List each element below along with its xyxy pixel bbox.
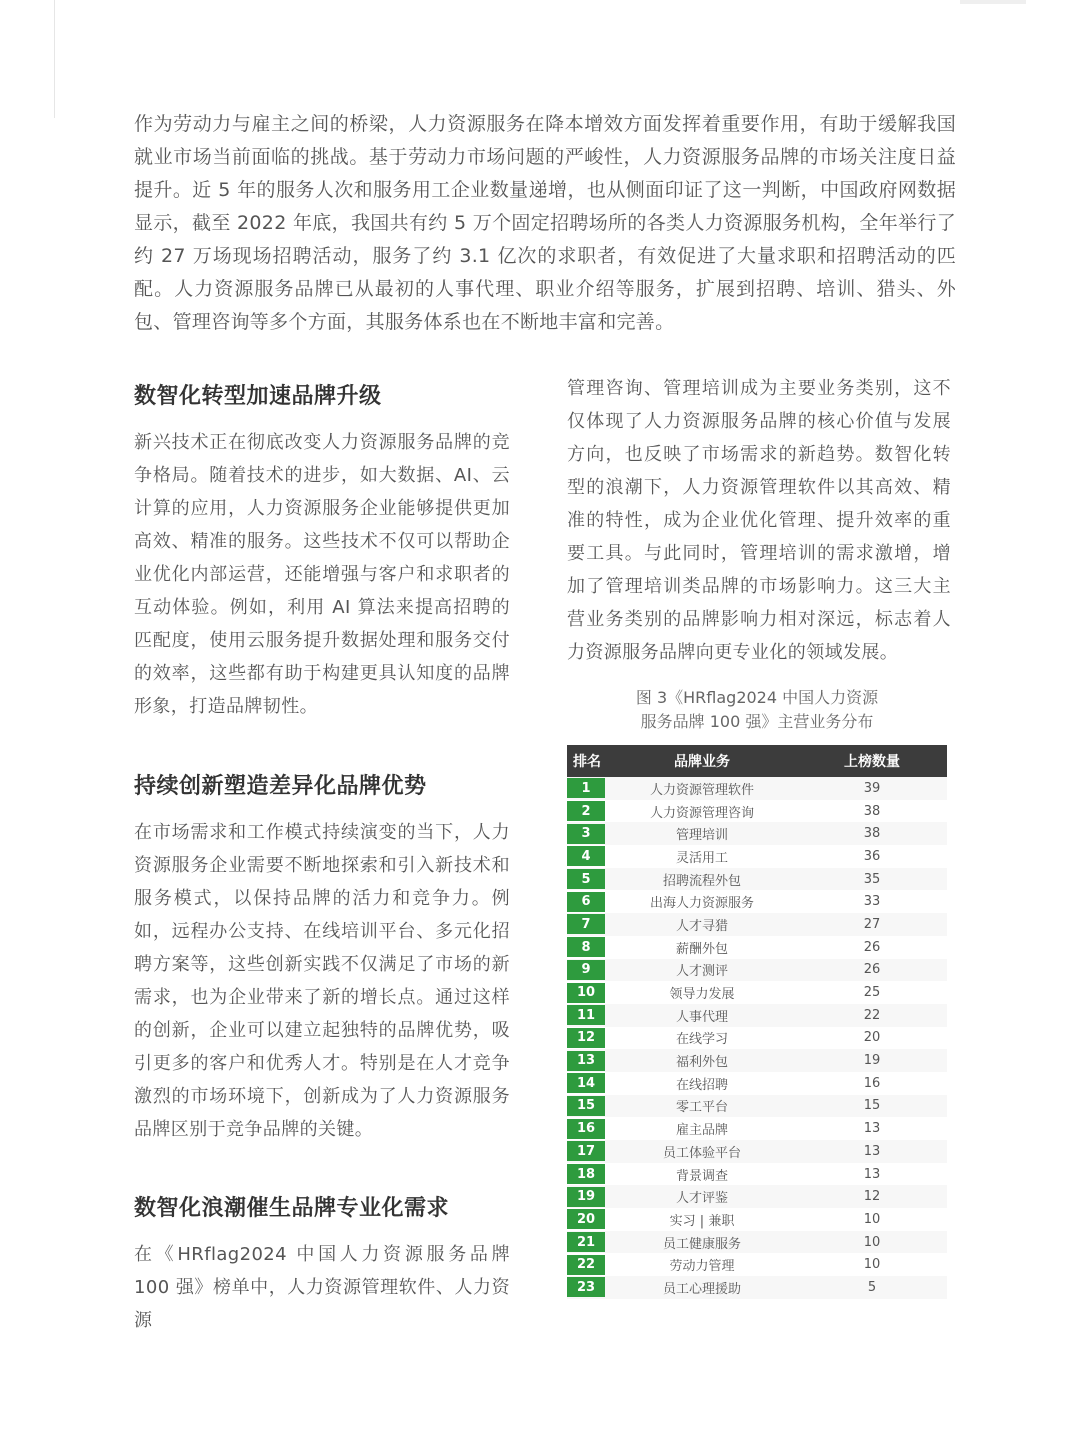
count-cell: 16: [863, 1075, 881, 1091]
business-cell: 背景调查: [675, 1168, 728, 1184]
business-cell: 零工平台: [675, 1100, 728, 1116]
count-cell: 10: [863, 1234, 881, 1250]
section-body: 新兴技术正在彻底改变人力资源服务品牌的竞争格局。随着技术的进步，如大数据、AI、云计算的应用，人力资源服务企业能够提供更加高效、精准的服务。这些技术不仅可以帮助企业优化内部运营，还能增强与客户和求职者的互动体验。例如，利用 AI 算法来提高招聘的匹配度，使用云服务提升数据处理和服务交付的效率，这些都有助于构建更具认知度的品牌形象，打造品牌韧性。: [134, 432, 510, 717]
business-cell: 人才评鉴: [675, 1191, 728, 1207]
business-cell: 管理培训: [675, 828, 728, 844]
business-cell: 雇主品牌: [675, 1123, 728, 1139]
page-edge-line: [54, 0, 55, 118]
right-column: [567, 372, 951, 669]
business-cell: 员工心理援助: [662, 1281, 741, 1297]
business-distribution-table: [567, 745, 947, 1299]
count-cell: 10: [863, 1257, 881, 1273]
rank-badge: 8: [567, 937, 605, 957]
section-heading: 数智化转型加速品牌升级: [134, 384, 382, 409]
table-row: [567, 1185, 947, 1208]
business-cell: 人才寻猎: [675, 918, 728, 934]
table-row: [567, 1208, 947, 1231]
table-row: [567, 822, 947, 845]
rank-badge: 17: [567, 1141, 605, 1161]
count-cell: 39: [863, 780, 881, 796]
table-row: [567, 1027, 947, 1050]
caption-line-2: 服务品牌 100 强》主营业务分布: [640, 712, 874, 731]
section-continuous-innovation: [134, 770, 510, 1146]
count-cell: 38: [863, 803, 881, 819]
section-digital-transformation: [134, 380, 510, 723]
table-row: [567, 1253, 947, 1276]
section-heading: 持续创新塑造差异化品牌优势: [134, 774, 427, 799]
intro-paragraph: 作为劳动力与雇主之间的桥梁，人力资源服务在降本增效方面发挥着重要作用，有助于缓解我国就业市场当前面临的挑战。基于劳动力市场问题的严峻性，人力资源服务品牌的市场关注度日益提升。近 5 年的服务人次和服务用工企业数量递增，也从侧面印证了这一判断，中国政府网数据显示，截至 2022 年底，我国共有约 5 万个固定招聘场所的各类人力资源服务机构，全年举行了约 27 万场现场招聘活动，服务了约 3.1 亿次的求职者，有效促进了大量求职和招聘活动的匹配。人力资源服务品牌已从最初的人事代理、职业介绍等服务，扩展到招聘、培训、猎头、外包、管理咨询等多个方面，其服务体系也在不断地丰富和完善。: [134, 113, 956, 333]
rank-badge: 2: [567, 801, 605, 821]
right-column-text: 管理咨询、管理培训成为主要业务类别，这不仅体现了人力资源服务品牌的核心价值与发展方向，也反映了市场需求的新趋势。数智化转型的浪潮下，人力资源管理软件以其高效、精准的特性，成为企业优化管理、提升效率的重要工具。与此同时，管理培训的需求激增，增加了管理培训类品牌的市场影响力。这三大主营业务类别的品牌影响力相对深远，标志着人力资源服务品牌向更专业化的领域发展。: [567, 378, 951, 663]
table-row: [567, 777, 947, 800]
rank-badge: 5: [567, 869, 605, 889]
rank-badge: 23: [567, 1277, 605, 1297]
rank-badge: 1: [567, 778, 605, 798]
section-specialization-demand: [134, 1192, 510, 1337]
count-cell: 36: [863, 848, 881, 864]
count-cell: 35: [863, 871, 881, 887]
table-row: [567, 1163, 947, 1186]
rank-badge: 16: [567, 1119, 605, 1139]
table-body: [567, 777, 947, 1299]
business-cell: 福利外包: [675, 1055, 728, 1071]
rank-badge: 18: [567, 1164, 605, 1184]
count-cell: 13: [863, 1143, 881, 1159]
table-row: [567, 1276, 947, 1299]
rank-badge: 13: [567, 1051, 605, 1071]
rank-badge: 21: [567, 1232, 605, 1252]
business-cell: 劳动力管理: [669, 1259, 735, 1275]
business-cell: 招聘流程外包: [662, 873, 741, 889]
table-row: [567, 913, 947, 936]
count-cell: 5: [867, 1279, 877, 1295]
business-cell: 在线招聘: [675, 1077, 728, 1093]
table-header: [567, 745, 947, 777]
rank-badge: 4: [567, 846, 605, 866]
business-cell: 领导力发展: [669, 987, 735, 1003]
table-row: [567, 845, 947, 868]
business-cell: 灵活用工: [675, 850, 728, 866]
rank-badge: 22: [567, 1255, 605, 1275]
table-row: [567, 890, 947, 913]
count-cell: 15: [863, 1098, 881, 1114]
rank-badge: 10: [567, 983, 605, 1003]
rank-badge: 7: [567, 914, 605, 934]
rank-badge: 9: [567, 960, 605, 980]
table-row: [567, 959, 947, 982]
header-count: 上榜数量: [844, 754, 900, 770]
business-cell: 在线学习: [675, 1032, 728, 1048]
rank-badge: 12: [567, 1028, 605, 1048]
rank-badge: 15: [567, 1096, 605, 1116]
count-cell: 38: [863, 826, 881, 842]
count-cell: 22: [863, 1007, 881, 1023]
business-cell: 实习 | 兼职: [669, 1213, 735, 1229]
count-cell: 10: [863, 1211, 881, 1227]
table-row: [567, 868, 947, 891]
rank-badge: 11: [567, 1005, 605, 1025]
rank-badge: 6: [567, 892, 605, 912]
business-cell: 人力资源管理咨询: [649, 805, 754, 821]
header-rank: 排名: [573, 754, 601, 770]
table-row: [567, 936, 947, 959]
count-cell: 13: [863, 1166, 881, 1182]
table-row: [567, 1140, 947, 1163]
count-cell: 27: [863, 916, 881, 932]
section-body: 在市场需求和工作模式持续演变的当下，人力资源服务企业需要不断地探索和引入新技术和服务模式，以保持品牌的活力和竞争力。例如，远程办公支持、在线培训平台、多元化招聘方案等，这些创新实践不仅满足了市场的新需求，也为企业带来了新的增长点。通过这样的创新，企业可以建立起独特的品牌优势，吸引更多的客户和优秀人才。特别是在人才竞争激烈的市场环境下，创新成为了人力资源服务品牌区别于竞争品牌的关键。: [134, 822, 510, 1140]
count-cell: 33: [863, 894, 881, 910]
caption-line-1: 图 3《HRflag2024 中国人力资源: [635, 688, 879, 707]
table-row: [567, 1049, 947, 1072]
figure-caption: [567, 686, 947, 734]
business-cell: 人力资源管理软件: [649, 782, 754, 798]
business-cell: 员工健康服务: [662, 1236, 741, 1252]
section-heading: 数智化浪潮催生品牌专业化需求: [134, 1196, 450, 1221]
count-cell: 20: [863, 1030, 881, 1046]
business-cell: 人事代理: [675, 1009, 728, 1025]
table-row: [567, 1231, 947, 1254]
table-row: [567, 1117, 947, 1140]
count-cell: 12: [863, 1189, 881, 1205]
business-cell: 员工体验平台: [662, 1145, 741, 1161]
table-row: [567, 981, 947, 1004]
table-row: [567, 1004, 947, 1027]
count-cell: 25: [863, 985, 881, 1001]
count-cell: 26: [863, 939, 881, 955]
section-body: 在《HRflag2024 中国人力资源服务品牌 100 强》榜单中，人力资源管理软件、人力资源: [134, 1244, 510, 1331]
count-cell: 19: [863, 1053, 881, 1069]
page-corner-mark: [960, 0, 1026, 4]
table-row: [567, 1072, 947, 1095]
table-row: [567, 1095, 947, 1118]
rank-badge: 19: [567, 1187, 605, 1207]
rank-badge: 3: [567, 824, 605, 844]
business-cell: 出海人力资源服务: [649, 896, 754, 912]
business-cell: 人才测评: [675, 964, 728, 980]
page-top-decoration: [0, 0, 1080, 6]
header-business: 品牌业务: [674, 754, 730, 770]
rank-badge: 20: [567, 1209, 605, 1229]
business-cell: 薪酬外包: [675, 941, 728, 957]
count-cell: 13: [863, 1121, 881, 1137]
table-row: [567, 800, 947, 823]
count-cell: 26: [863, 962, 881, 978]
rank-badge: 14: [567, 1073, 605, 1093]
